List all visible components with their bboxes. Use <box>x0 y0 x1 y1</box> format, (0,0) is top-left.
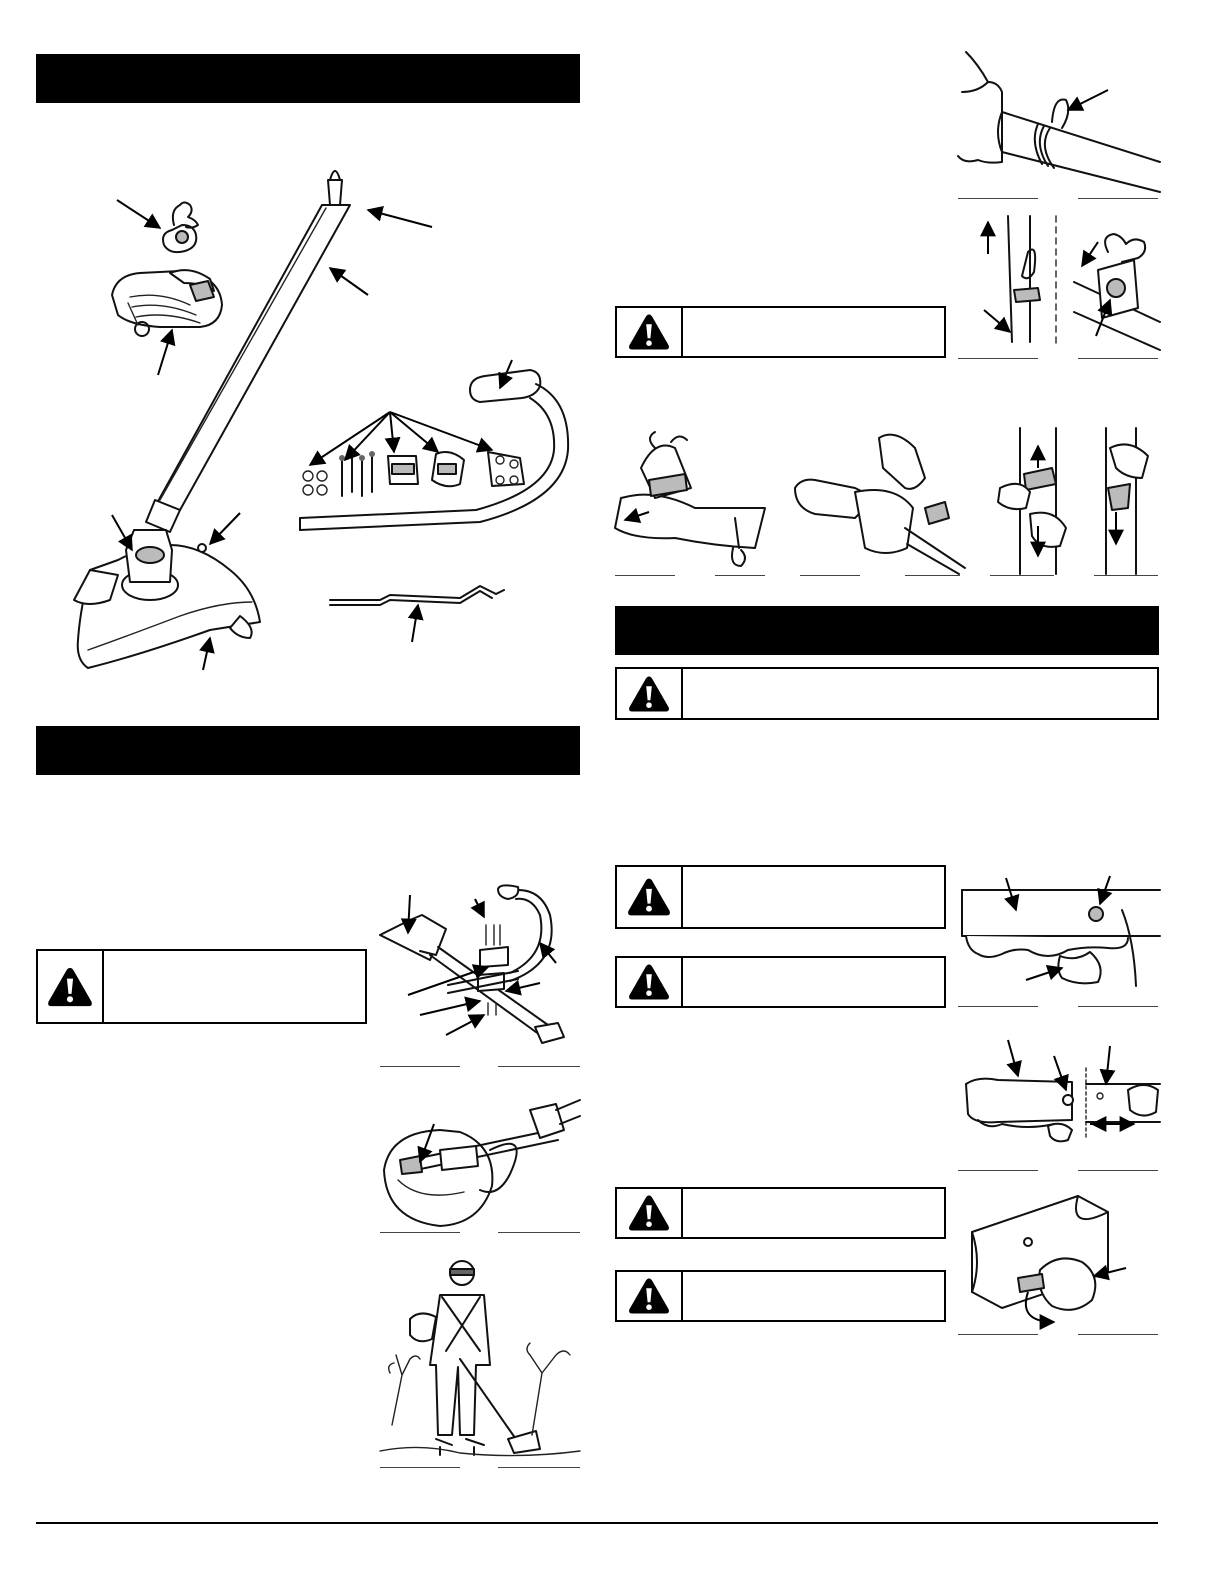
harness-warning-box <box>615 306 946 358</box>
figure-caption-rule <box>1078 358 1158 359</box>
strap-clip-part <box>163 203 198 253</box>
warning-icon-cell <box>617 958 683 1006</box>
assembly-warning-box <box>36 949 367 1024</box>
coupler-warning-box-1 <box>615 1187 946 1239</box>
attachment-warning-box-2 <box>615 956 946 1008</box>
figure-caption-rule <box>1078 198 1158 199</box>
attachment-warning-box-1 <box>615 865 946 929</box>
warning-icon-cell <box>617 308 683 356</box>
figure-caption-rule <box>958 1006 1038 1007</box>
warning-triangle-icon <box>47 966 93 1008</box>
warning-icon-cell <box>617 1189 683 1237</box>
figure-caption-rule <box>380 1066 460 1067</box>
handle-detail-figure <box>380 1090 580 1230</box>
figure-caption-rule <box>498 1232 580 1233</box>
warning-triangle-icon <box>628 1194 670 1232</box>
hardware-parts <box>303 451 524 496</box>
knob-tighten-figure <box>958 1192 1160 1332</box>
operation-warning-box <box>615 667 1159 720</box>
figure-caption-rule <box>1094 575 1158 576</box>
warning-icon-cell <box>617 1272 683 1320</box>
figure-caption-rule <box>958 198 1038 199</box>
figure-caption-rule <box>615 575 675 576</box>
figure-caption-rule <box>380 1467 460 1468</box>
figure-caption-rule <box>905 575 960 576</box>
figure-caption-rule <box>715 575 765 576</box>
parts-contents-illustration <box>60 150 590 680</box>
warning-triangle-icon <box>628 313 670 351</box>
figure-caption-rule <box>1078 1006 1158 1007</box>
warning-triangle-icon <box>628 1277 670 1315</box>
warning-icon-cell <box>617 867 683 927</box>
parts-section-header-bar <box>36 54 580 103</box>
figure-caption-rule <box>958 358 1038 359</box>
figure-caption-rule <box>990 575 1054 576</box>
figure-caption-rule <box>958 1170 1038 1171</box>
harness-adjust-figure-3 <box>990 428 1158 574</box>
operation-section-header-bar <box>615 606 1159 655</box>
figure-caption-rule <box>380 1232 460 1233</box>
coupler-release-figure <box>958 870 1160 1006</box>
figure-caption-rule <box>1078 1334 1158 1335</box>
figure-caption-rule <box>498 1066 580 1067</box>
figure-caption-rule <box>958 1334 1038 1335</box>
hanger-loop-figure <box>958 52 1160 198</box>
harness-adjust-figure-2 <box>795 428 965 574</box>
handle-installation-figure <box>380 885 580 1065</box>
harness-part <box>112 270 222 336</box>
warning-triangle-icon <box>628 675 670 713</box>
coupler-align-figure <box>958 1040 1160 1170</box>
figure-caption-rule <box>498 1467 580 1468</box>
coupler-warning-box-2 <box>615 1270 946 1322</box>
figure-caption-rule <box>1078 1170 1158 1171</box>
warning-triangle-icon <box>627 877 671 917</box>
wrench-part <box>330 586 504 605</box>
warning-triangle-icon <box>628 963 670 1001</box>
page-footer-rule <box>36 1522 1158 1524</box>
warning-icon-cell <box>38 951 104 1022</box>
assembly-section-header-bar <box>36 726 580 775</box>
strap-clip-install-figure <box>958 212 1160 352</box>
shield-part <box>74 530 260 668</box>
harness-adjust-figure-1 <box>615 428 765 574</box>
operator-position-figure <box>380 1255 580 1465</box>
warning-icon-cell <box>617 669 683 718</box>
figure-caption-rule <box>800 575 860 576</box>
